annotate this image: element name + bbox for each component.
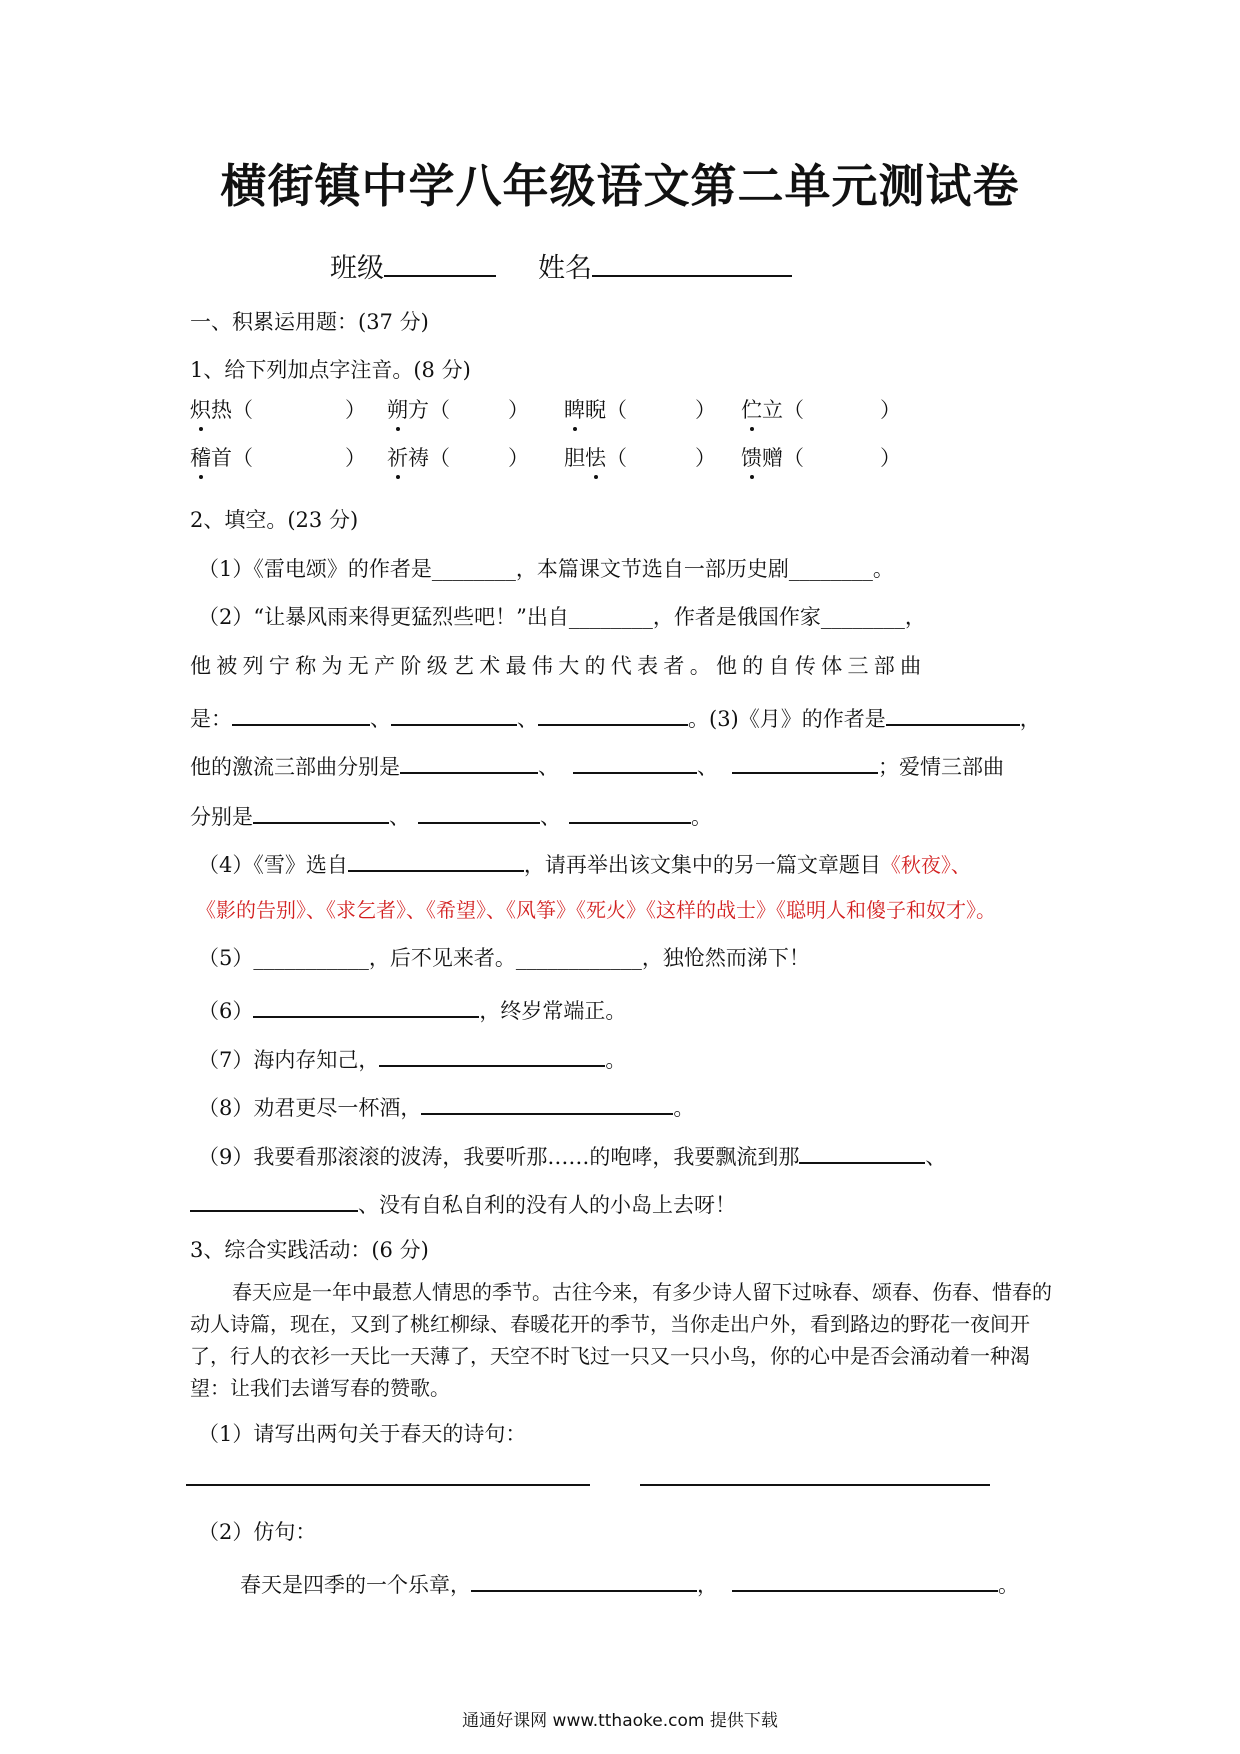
answer-blank[interactable] xyxy=(391,698,517,726)
answer-blank[interactable] xyxy=(253,796,389,824)
answer-text-red: 《秋夜》、 xyxy=(880,853,971,877)
dotted-char: 馈 xyxy=(741,442,762,472)
answer-blank[interactable] xyxy=(573,746,697,774)
text: 他的激流三部曲分别是 xyxy=(190,755,400,779)
q3-paragraph: 春天应是一年中最惹人情思的季节。古往今来，有多少诗人留下过咏春、颂春、伤春、惜春的动人诗篇，现在，又到了桃红柳绿、春暖花开的季节，当你走出户外，看到路边的野花一夜间开了，行人的衣衫一天比一天薄了，天空不时飞过一只又一只小鸟，你的心中是否会涌动着一种渴望：让我们去谱写春的赞歌。 xyxy=(190,1280,1052,1400)
paren-close: ） xyxy=(345,398,366,422)
dotted-char: 稽 xyxy=(190,442,211,472)
paren-open: （ xyxy=(606,398,627,422)
dotted-char: 怯 xyxy=(585,442,606,472)
paren-close: ） xyxy=(508,398,529,422)
class-blank[interactable] xyxy=(384,249,496,277)
answer-blank[interactable] xyxy=(732,746,878,774)
char: 睨 xyxy=(585,398,606,422)
text: 、没有自私自利的没有人的小岛上去呀！ xyxy=(358,1193,736,1217)
sep: 、 xyxy=(697,755,718,779)
sep: 、 xyxy=(389,805,410,829)
answer-blank[interactable] xyxy=(190,1184,358,1212)
page-title: 横街镇中学八年级语文第二单元测试卷 xyxy=(220,159,1020,213)
char: 方 xyxy=(408,398,429,422)
paren-close: ） xyxy=(880,446,901,470)
answer-blank[interactable] xyxy=(348,844,524,872)
q2-line-10 xyxy=(198,990,626,1025)
dotted-char: 朔 xyxy=(387,394,408,424)
q2-heading: 2、填空。(23 分) xyxy=(190,508,359,532)
section1-heading: 一、积累运用题：(37 分) xyxy=(190,310,429,334)
q1-item-3 xyxy=(564,394,716,424)
name-label: 姓名 xyxy=(538,253,592,284)
q1-item-5 xyxy=(190,442,366,472)
answer-blank[interactable] xyxy=(253,990,479,1018)
q2-line-9: （5）___________，后不见来者。____________，独怆然而涕下！ xyxy=(198,946,810,970)
paren-open: （ xyxy=(232,398,253,422)
q1-item-7 xyxy=(564,442,716,472)
answer-line-2[interactable] xyxy=(640,1484,990,1486)
answer-blank[interactable] xyxy=(379,1039,605,1067)
q2-line-14 xyxy=(190,1184,736,1219)
paren-close: ） xyxy=(695,446,716,470)
q2-line-6 xyxy=(190,796,712,831)
page-footer: 通通好课网 www.tthaoke.com 提供下载 xyxy=(462,1711,778,1731)
char: 赠 xyxy=(762,446,783,470)
dotted-char: 炽 xyxy=(190,394,211,424)
char: 首 xyxy=(211,446,232,470)
text: ；爱情三部曲 xyxy=(878,755,1004,779)
text: 。 xyxy=(605,1048,627,1072)
q3-sub1: （1）请写出两句关于春天的诗句： xyxy=(198,1422,527,1446)
text: （9）我要看那滚滚的波涛，我要听那……的咆哮，我要飘流到那 xyxy=(198,1145,800,1169)
answer-blank[interactable] xyxy=(471,1564,697,1592)
answer-blank[interactable] xyxy=(400,746,538,774)
answer-blank[interactable] xyxy=(418,796,540,824)
text: ，终岁常端正。 xyxy=(479,999,627,1023)
paren-close: ） xyxy=(345,446,366,470)
paren-open: （ xyxy=(429,446,450,470)
q2-line-2: （2）“让暴风雨来得更猛烈些吧！”出自________，作者是俄国作家________， xyxy=(198,605,926,629)
text: 。 xyxy=(691,805,712,829)
text: （6） xyxy=(198,999,254,1023)
text: （4）《雪》选自 xyxy=(198,853,348,877)
name-field xyxy=(538,246,792,285)
paren-open: （ xyxy=(783,398,804,422)
text: 。 xyxy=(673,1096,695,1120)
text: 。(3)《月》的作者是 xyxy=(688,707,886,731)
text: 分别是 xyxy=(190,805,253,829)
q1-item-1 xyxy=(190,394,366,424)
q3-heading: 3、综合实践活动：(6 分) xyxy=(190,1238,429,1262)
paren-open: （ xyxy=(429,398,450,422)
dotted-char: 祈 xyxy=(387,442,408,472)
q2-line-12 xyxy=(198,1087,694,1122)
text: 春天是四季的一个乐章， xyxy=(240,1573,471,1597)
q2-line-8-answer: 《影的告别》、《求乞者》、《希望》、《风筝》《死火》《这样的战士》《聪明人和傻子和奴才》。 xyxy=(196,898,996,922)
q1-heading: 1、给下列加点字注音。(8 分) xyxy=(190,358,471,382)
answer-blank[interactable] xyxy=(886,698,1020,726)
name-blank[interactable] xyxy=(592,249,792,277)
q3-sub2: （2）仿句： xyxy=(198,1520,317,1544)
paren-close: ） xyxy=(695,398,716,422)
answer-blank[interactable] xyxy=(569,796,691,824)
text: （8）劝君更尽一杯酒， xyxy=(198,1096,422,1120)
sep: 、 xyxy=(370,707,391,731)
text: ，请再举出该文集中的另一篇文章题目 xyxy=(523,853,881,877)
class-label: 班级 xyxy=(330,253,384,284)
answer-blank[interactable] xyxy=(538,698,688,726)
q2-line-11 xyxy=(198,1039,626,1074)
text: 是： xyxy=(190,707,232,731)
q2-line-4 xyxy=(190,698,1041,733)
paren-close: ） xyxy=(880,398,901,422)
answer-blank[interactable] xyxy=(232,698,370,726)
text: ， xyxy=(1019,707,1041,731)
q2-line-3: 他被列宁称为无产阶级艺术最伟大的代表者。他的自传体三部曲 xyxy=(190,654,927,678)
char: 祷 xyxy=(408,446,429,470)
paren-open: （ xyxy=(606,446,627,470)
q1-item-8 xyxy=(741,442,901,472)
answer-blank[interactable] xyxy=(799,1136,925,1164)
paren-open: （ xyxy=(232,446,253,470)
q2-line-1: （1）《雷电颂》的作者是________，本篇课文节选自一部历史剧________。 xyxy=(198,557,894,581)
char: 胆 xyxy=(564,446,585,470)
q1-item-6 xyxy=(387,442,529,472)
sep: 、 xyxy=(517,707,538,731)
class-field xyxy=(330,246,496,285)
text: 、 xyxy=(925,1145,947,1169)
text: ， xyxy=(697,1573,718,1597)
answer-blank[interactable] xyxy=(732,1564,998,1592)
answer-line-1[interactable] xyxy=(186,1484,590,1486)
sep: 、 xyxy=(540,805,561,829)
paren-open: （ xyxy=(783,446,804,470)
q2-line-5 xyxy=(190,746,1004,781)
q2-line-7 xyxy=(198,844,971,879)
answer-blank[interactable] xyxy=(421,1087,673,1115)
char: 立 xyxy=(762,398,783,422)
q1-item-4 xyxy=(741,394,901,424)
char: 热 xyxy=(211,398,232,422)
q3-imitate-line xyxy=(240,1564,1019,1599)
text: 。 xyxy=(998,1573,1019,1597)
text: （7）海内存知己， xyxy=(198,1048,380,1072)
q1-item-2 xyxy=(387,394,529,424)
paren-close: ） xyxy=(508,446,529,470)
dotted-char: 伫 xyxy=(741,394,762,424)
dotted-char: 睥 xyxy=(564,394,585,424)
q2-line-13 xyxy=(198,1136,946,1171)
sep: 、 xyxy=(538,755,559,779)
